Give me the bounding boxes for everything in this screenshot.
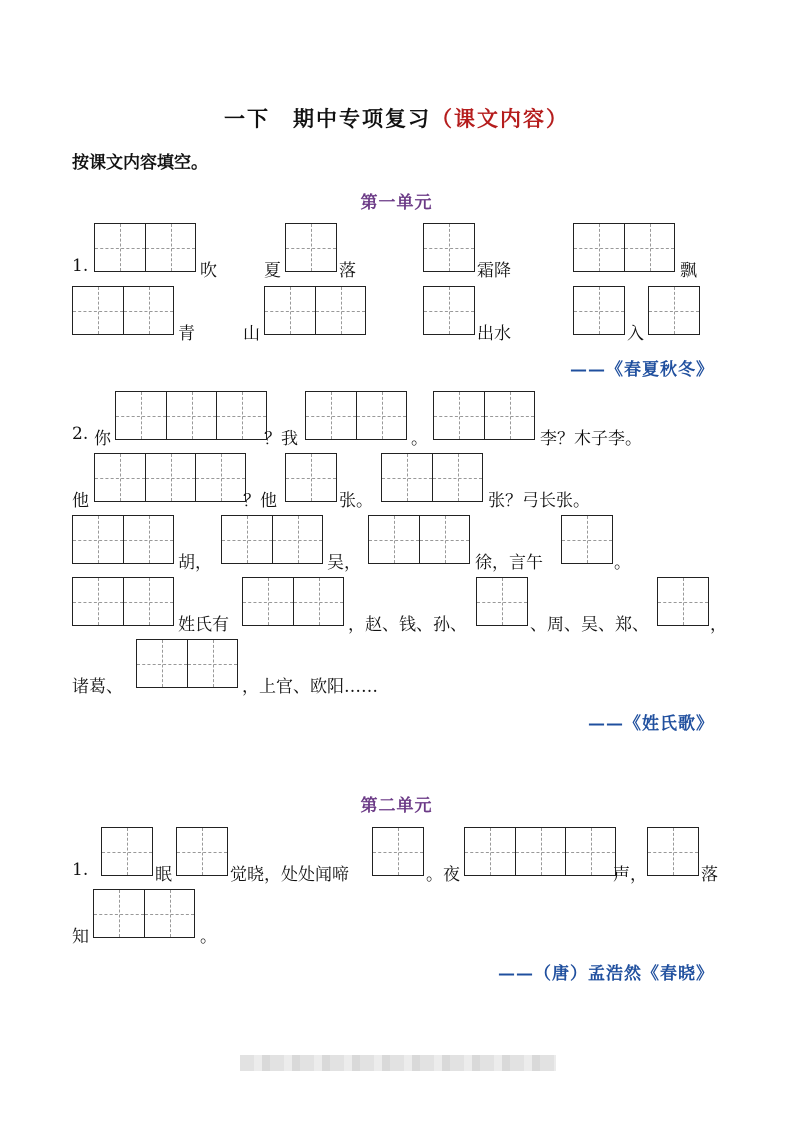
unit-heading-1: 第一单元 (360, 193, 433, 213)
source-citation: ——（唐）孟浩然《春晓》 (498, 964, 714, 984)
answer-box[interactable] (285, 223, 337, 272)
text-fragment: 张。 (339, 491, 373, 511)
text-fragment: 落 (701, 865, 718, 885)
answer-box[interactable] (573, 286, 625, 335)
answer-box[interactable] (561, 515, 613, 564)
answer-box[interactable] (93, 889, 195, 938)
text-fragment: ，上官、欧阳…… (242, 677, 378, 697)
unit-heading-2: 第二单元 (360, 796, 433, 816)
text-fragment: ？我 (264, 429, 298, 449)
answer-box[interactable] (94, 453, 246, 502)
text-fragment: 诸葛、 (72, 677, 123, 697)
text-fragment: 霜降 (477, 261, 511, 281)
answer-box[interactable] (285, 453, 337, 502)
answer-box[interactable] (94, 223, 196, 272)
instruction: 按课文内容填空。 (72, 153, 208, 173)
watermark (240, 1055, 556, 1071)
answer-box[interactable] (372, 827, 424, 876)
answer-box[interactable] (647, 827, 699, 876)
source-citation: ——《姓氏歌》 (588, 714, 714, 734)
text-fragment: 声， (613, 865, 647, 885)
answer-box[interactable] (72, 286, 174, 335)
answer-box[interactable] (476, 577, 528, 626)
text-fragment: 知 (72, 927, 89, 947)
page-title: 一下 期中专项复习（课文内容） (224, 106, 569, 131)
text-fragment: 吹 (200, 261, 217, 281)
text-fragment: 。 (614, 553, 631, 573)
question-number: 2. (72, 424, 89, 444)
answer-box[interactable] (423, 223, 475, 272)
text-fragment: ，赵、钱、孙、 (348, 615, 467, 635)
answer-box[interactable] (433, 391, 535, 440)
answer-box[interactable] (242, 577, 344, 626)
text-fragment: 青 (178, 324, 195, 344)
text-fragment: 。夜 (426, 865, 460, 885)
answer-box[interactable] (72, 577, 174, 626)
answer-box[interactable] (115, 391, 267, 440)
answer-box[interactable] (72, 515, 174, 564)
answer-box[interactable] (423, 286, 475, 335)
text-fragment: 飘 (680, 261, 697, 281)
text-fragment: 他 (72, 491, 89, 511)
text-fragment: 夏 (264, 261, 281, 281)
answer-box[interactable] (464, 827, 616, 876)
text-fragment: 、周、吴、郑、 (530, 615, 649, 635)
text-fragment: 你 (94, 429, 111, 449)
text-fragment: 。 (200, 927, 217, 947)
text-fragment: ， (710, 615, 727, 635)
text-fragment: 徐，言午 (475, 553, 543, 573)
text-fragment: 胡， (178, 553, 212, 573)
question-number: 1. (72, 256, 89, 276)
text-fragment: ？他 (243, 491, 277, 511)
answer-box[interactable] (221, 515, 323, 564)
text-fragment: 眠 (155, 865, 172, 885)
answer-box[interactable] (573, 223, 675, 272)
text-fragment: 李？木子李。 (540, 429, 642, 449)
answer-box[interactable] (381, 453, 483, 502)
answer-box[interactable] (176, 827, 228, 876)
question-number: 1. (72, 860, 89, 880)
source-citation: ——《春夏秋冬》 (570, 360, 714, 380)
text-fragment: 山 (243, 324, 260, 344)
text-fragment: 入 (627, 324, 644, 344)
answer-box[interactable] (368, 515, 470, 564)
answer-box[interactable] (657, 577, 709, 626)
answer-box[interactable] (264, 286, 366, 335)
text-fragment: 觉晓，处处闻啼 (230, 865, 349, 885)
answer-box[interactable] (648, 286, 700, 335)
answer-box[interactable] (101, 827, 153, 876)
text-fragment: 。 (411, 429, 428, 449)
text-fragment: 姓氏有 (178, 615, 229, 635)
answer-box[interactable] (305, 391, 407, 440)
answer-box[interactable] (136, 639, 238, 688)
text-fragment: 落 (339, 261, 356, 281)
text-fragment: 张？弓长张。 (488, 491, 590, 511)
text-fragment: 吴， (327, 553, 361, 573)
text-fragment: 出水 (477, 324, 511, 344)
